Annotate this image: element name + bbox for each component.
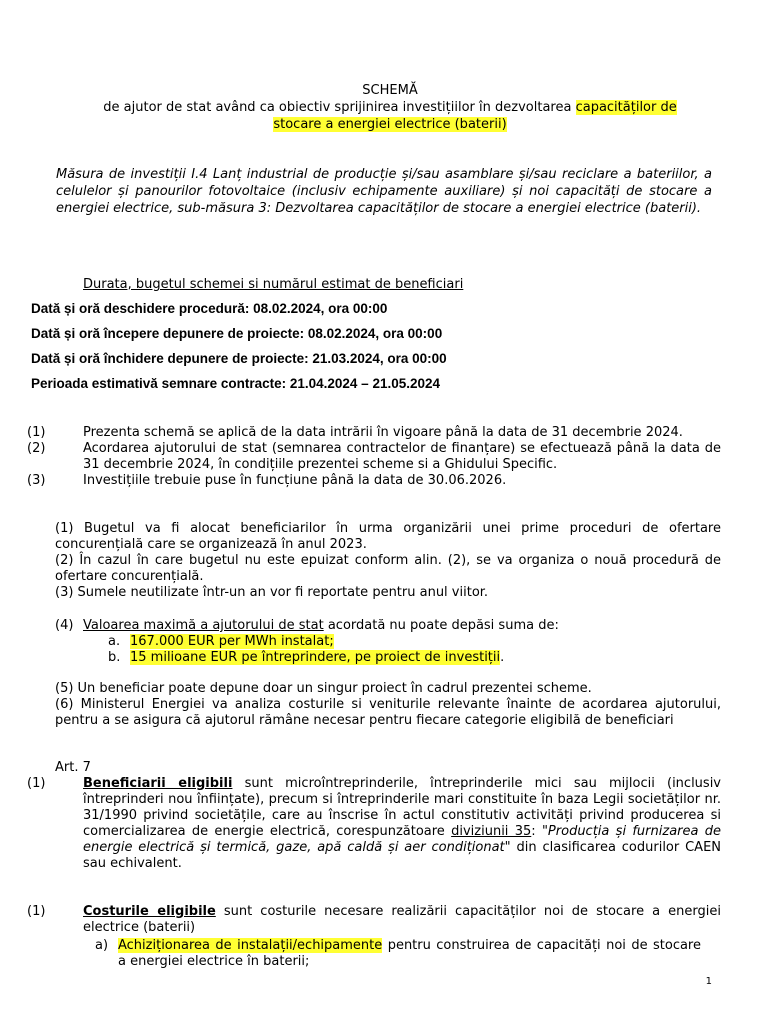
list-item: (1) Prezenta schemă se aplică de la data intrării în vigoare până la data de 31 decembrie 2024. — [27, 425, 683, 440]
max-aid-item-a: a. 167.000 EUR per MWh instalat; — [108, 634, 334, 649]
list-item: (5) Un beneficiar poate depune doar un singur proiect în cadrul prezentei scheme. — [55, 681, 592, 696]
eligible-beneficiaries-term: Beneficiarii eligibili — [83, 776, 233, 791]
document-subtitle — [60, 99, 720, 133]
subtitle-text: de ajutor de stat având ca obiectiv sprijinirea investițiilor în dezvoltarea — [103, 100, 576, 115]
subtitle-highlight-1: capacităților de — [575, 100, 677, 115]
measure-paragraph: Măsura de investiții I.4 Lanț industrial de producție și/sau asamblare și/sau reciclare a bateriilor, a celulelor și panourilor fotovoltaice (inclusiv echipamente auxiliare) și noi capacități de stocare a energiei electrice, sub-măsura 3: Dezvoltarea capacităților de stocare a energiei electrice (baterii). — [56, 167, 712, 216]
page-number: 1 — [705, 976, 712, 987]
beneficiary-list — [55, 681, 721, 729]
document-title: SCHEMĂ — [362, 83, 418, 98]
list-item: (1) Bugetul va fi alocat beneficiarilor în urma organizării unei prime proceduri de ofertare concurențială care se organizează în anul 2023. — [55, 521, 721, 552]
list-item: (3) Sumele neutilizate într-un an vor fi reportate pentru anul viitor. — [55, 585, 489, 600]
max-aid-term: Valoarea maximă a ajutorului de stat — [83, 618, 324, 633]
scheme-duration-list — [27, 425, 721, 489]
eligible-costs-item-a: a) Achiziționarea de instalații/echipamente pentru construirea de capacități noi de stocare a energiei electrice în baterii; — [95, 938, 701, 969]
caen-division-description: "Producția și furnizarea de energie electrică și termică, gaze, apă caldă și aer condiționat" — [83, 824, 722, 855]
list-item: (3) Investițiile trebuie puse în funcțiune până la data de 30.06.2026. — [27, 473, 507, 488]
budget-list — [55, 521, 721, 601]
list-item: (2) În cazul în care bugetul nu este epuizat conform alin. (2), se va organiza o nouă procedură de ofertare concurențială. — [55, 553, 721, 584]
max-aid-paragraph: (4) Valoarea maximă a ajutorului de stat acordată nu poate depăsi suma de: — [55, 618, 559, 633]
article-heading: Art. 7 — [55, 760, 91, 775]
list-item: (6) Ministerul Energiei va analiza costurile si veniturile relevante înainte de acordarea ajutorului, pentru a se asigura că ajutorul rămâne necesar pentru fiecare categorie eligibilă de beneficiari — [55, 697, 721, 728]
list-item: (2) Acordarea ajutorului de stat (semnarea contractelor de finanțare) se efectuează până la data de 31 decembrie 2024, în condițiile prezentei scheme si a Ghidului Specific. — [27, 441, 721, 472]
subtitle-highlight-2: stocare a energiei electrice (baterii) — [273, 117, 507, 132]
eligible-costs-paragraph: (1) Costurile eligibile sunt costurile necesare realizării capacităților noi de stocare a energiei electrice (baterii) — [27, 904, 721, 935]
date-close-submission: Dată și oră închidere depunere de proiecte: 21.03.2024, ora 00:00 — [31, 351, 447, 366]
date-opening-procedure: Dată și oră deschidere procedură: 08.02.2024, ora 00:00 — [31, 301, 388, 316]
date-start-submission: Dată și oră începere depunere de proiecte: 08.02.2024, ora 00:00 — [31, 326, 443, 341]
caen-division-reference: diviziunii 35 — [451, 824, 532, 839]
date-contract-signing: Perioada estimativă semnare contracte: 21.04.2024 – 21.05.2024 — [31, 376, 441, 391]
section-heading: Durata, bugetul schemei si numărul estimat de beneficiari — [83, 277, 464, 292]
max-aid-item-b: b. 15 milioane EUR pe întreprindere, pe proiect de investiții. — [108, 650, 505, 665]
eligible-beneficiaries-paragraph: (1) Beneficiarii eligibili sunt microîntreprinderile, întreprinderile mici sau mijlocii (inclusiv întreprinderi nou înființate), precum si întreprinderile mari constituite în baza Legii societăților nr. 31/1990 privind societățile, care au înscrise în actul constitutiv activități privind producerea si comercializarea de energie electrică, corespunzătoare diviziunii 35: "Producția și furnizarea de energie electrică și termică, gaze, apă caldă și aer condiționat" din clasificarea codurilor CAEN sau echivalent. — [27, 776, 722, 871]
eligible-costs-term: Costurile eligibile — [83, 904, 216, 919]
